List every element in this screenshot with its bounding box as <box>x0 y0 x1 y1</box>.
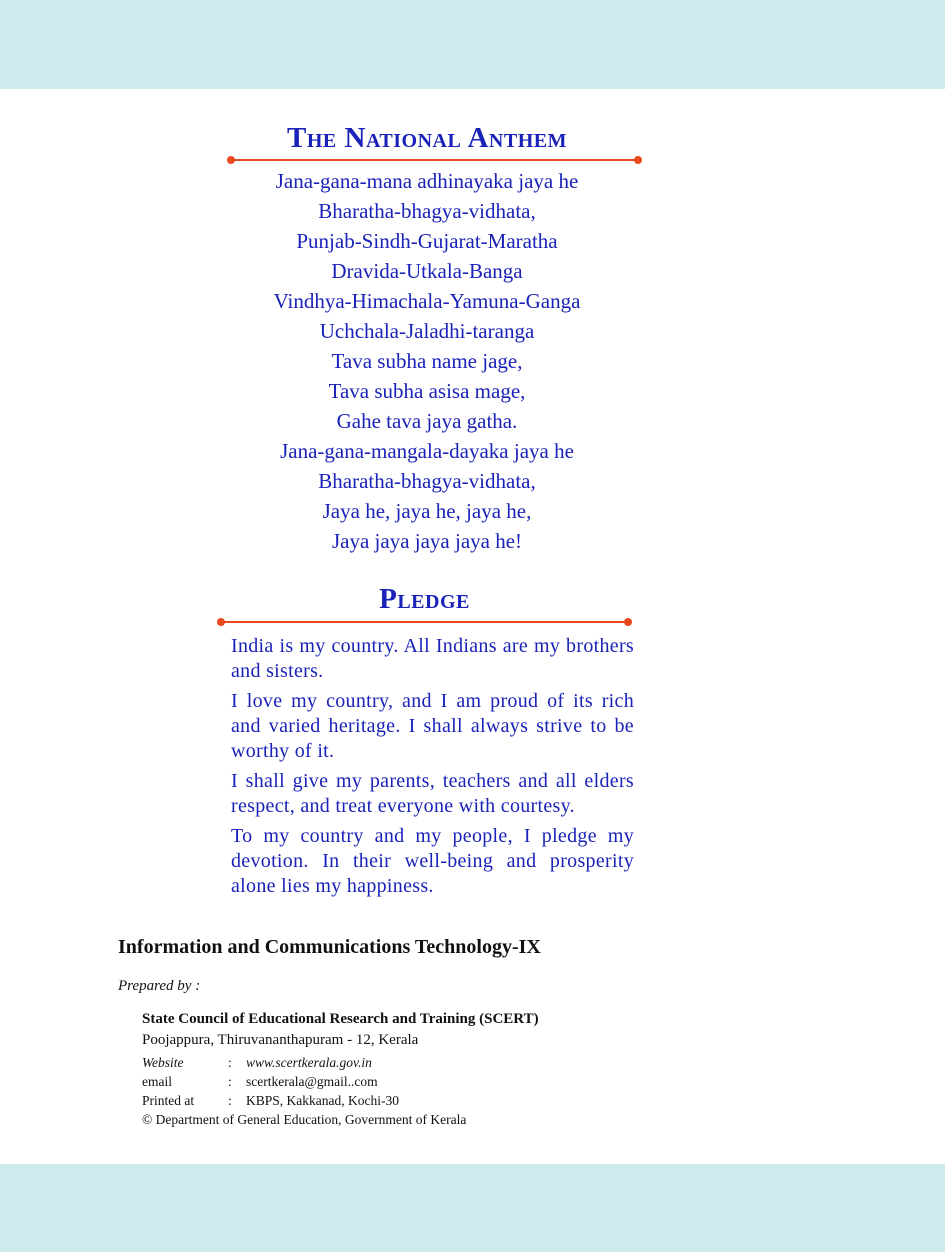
detail-sep: : <box>228 1074 232 1089</box>
pledge-paragraph: India is my country. All Indians are my brothers and sisters. <box>231 635 634 682</box>
detail-row-printer <box>142 1091 466 1110</box>
anthem-line: Gahe tava jaya gatha. <box>336 409 518 433</box>
bottom-band <box>0 1164 945 1252</box>
detail-row-email <box>142 1072 466 1091</box>
prepared-by-label: Prepared by : <box>118 978 201 994</box>
copyright: © Department of General Education, Government of Kerala <box>142 1112 467 1127</box>
anthem-line: Tava subha asisa mage, <box>328 379 526 403</box>
detail-sep: : <box>228 1055 232 1070</box>
detail-key: email <box>142 1074 172 1089</box>
detail-key: Website <box>142 1055 184 1070</box>
pledge-text <box>231 634 634 904</box>
anthem-line: Jaya he, jaya he, jaya he, <box>322 499 532 523</box>
anthem-line: Bharatha-bhagya-vidhata, <box>318 469 536 493</box>
anthem-divider <box>231 159 638 161</box>
anthem-line: Jaya jaya jaya jaya he! <box>331 529 523 553</box>
anthem-line: Punjab-Sindh-Gujarat-Maratha <box>296 229 558 253</box>
anthem-line: Uchchala-Jaladhi-taranga <box>319 319 535 343</box>
anthem-line: Jana-gana-mana adhinayaka jaya he <box>275 169 579 193</box>
org-name: State Council of Educational Research and Training (SCERT) <box>142 1011 539 1027</box>
pledge-paragraph: I shall give my parents, teachers and all elders respect, and treat everyone with courtesy. <box>231 770 634 817</box>
top-band <box>0 0 945 89</box>
detail-key: Printed at <box>142 1093 195 1108</box>
org-address: Poojappura, Thiruvananthapuram - 12, Kerala <box>142 1032 419 1048</box>
pledge-title: Pledge <box>379 583 470 615</box>
pledge-paragraph: To my country and my people, I pledge my devotion. In their well-being and prosperity alone lies my happiness. <box>231 825 634 897</box>
anthem-title: The National Anthem <box>287 122 567 154</box>
anthem-line: Tava subha name jage, <box>331 349 523 373</box>
pledge-paragraph: I love my country, and I am proud of its rich and varied heritage. I shall always strive to be worthy of it. <box>231 690 634 762</box>
email-value: scertkerala@gmail..com <box>246 1074 378 1089</box>
anthem-lyrics <box>200 166 654 556</box>
publisher-details <box>142 1053 466 1129</box>
website-link[interactable]: www.scertkerala.gov.in <box>246 1055 372 1070</box>
book-title: Information and Communications Technology-IX <box>118 936 541 958</box>
printer-value: KBPS, Kakkanad, Kochi-30 <box>246 1093 399 1108</box>
anthem-line: Dravida-Utkala-Banga <box>331 259 523 283</box>
anthem-line: Vindhya-Himachala-Yamuna-Ganga <box>273 289 581 313</box>
publisher-block <box>142 1009 539 1051</box>
anthem-line: Bharatha-bhagya-vidhata, <box>318 199 536 223</box>
anthem-line: Jana-gana-mangala-dayaka jaya he <box>280 439 574 463</box>
detail-row-website <box>142 1053 466 1072</box>
pledge-divider <box>221 621 628 623</box>
detail-sep: : <box>228 1093 232 1108</box>
